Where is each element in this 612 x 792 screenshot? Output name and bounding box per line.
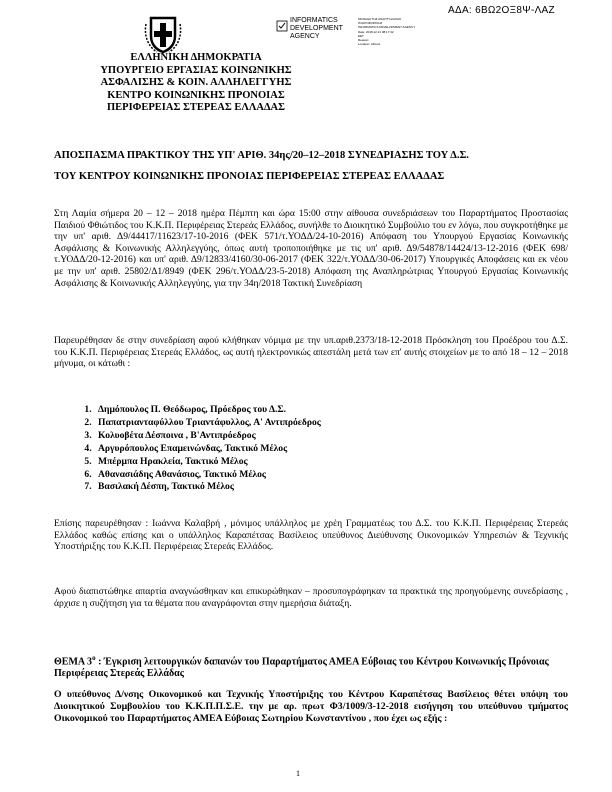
ada-code: ΑΔΑ: 6ΒΩ2ΟΞ8Ψ-ΛΑΖ xyxy=(448,5,555,16)
agenda-theme xyxy=(54,652,568,680)
agency-line: ΠΕΡΙΦΕΡΕΙΑΣ ΣΤΕΡΕΑΣ ΕΛΛΑΔΑΣ xyxy=(107,102,285,113)
member-item: 3. Κολυοβέτα Δέσποινα , Β'Αντιπρόεδρος xyxy=(94,430,321,443)
signature-details xyxy=(358,17,428,46)
member-item: 6. Αθανασιάδης Αθανάσιος, Τακτικό Μέλος xyxy=(94,469,321,482)
signature-line: INFORMATICS xyxy=(290,17,338,24)
signature-detail-line: EET xyxy=(358,33,364,38)
also-present-paragraph: Επίσης παρευρέθησαν : Ιωάννα Καλαβρή , μόνιμος υπάλληλος με χρέη Γραμματέως του Δ.Σ. του Κ.Κ.Π. Περιφέρειας Στερεάς Ελλάδος καθώς επίσης και ο υπάλληλος Καραπέτσας Βασίλειος υπεύθυνος Διεύθυνσης Οικονομικών Υπηρεσιών & Τεχνικής Υποστήριξης του Κ.Κ.Π. Περιφέρειας Στερεάς Ελλάδος. xyxy=(54,518,568,553)
signature-detail-line: Location: Athens xyxy=(358,42,381,47)
theme-text: : Έγκριση λειτουργικών δαπανών του Παραρτήματος ΑΜΕΑ Εύβοιας του Κέντρου Κοινωνικής Πρόνοιας Περιφέρειας Στερεάς Ελλάδας xyxy=(54,656,549,680)
signature-line: AGENCY xyxy=(290,33,320,40)
agency-header xyxy=(86,52,306,115)
signature-detail-line: Reason: xyxy=(358,38,370,43)
attendance-paragraph: Παρευρέθησαν δε στην συνεδρίαση αφού κλήθηκαν νόμιμα με την υπ.αριθ.2373/18-12-2018 Πρόσκληση του Προέδρου του Δ.Σ. του Κ.Κ.Π. Περιφέρειας Στερεάς Ελλάδος, ως αυτή ηλεκτρονικώς απεστάλη μετά των επ' αυτής στοιχείων με το από 18 – 12 – 2018 μήνυμα, οι κάτωθι : xyxy=(54,335,568,370)
theme-number-superscript: ο xyxy=(92,654,96,662)
document-title-line-1: ΑΠΟΣΠΑΣΜΑ ΠΡΑΚΤΙΚΟΥ ΤΗΣ ΥΠ' ΑΡΙΘ. 34ης/20–12–2018 ΣΥΝΕΔΡΙΑΣΗΣ ΤΟΥ Δ.Σ. xyxy=(54,150,469,161)
signature-line: DEVELOPMENT xyxy=(290,25,343,32)
signature-seal-icon xyxy=(276,20,288,32)
signature-detail-line: ΜΟΝΑΔΑ ΤΗΣ ΑΝΑΠΤΥΞΙΑΚΗΣ xyxy=(358,17,402,21)
members-list xyxy=(80,404,321,494)
agency-line: ΑΣΦΑΛΙΣΗΣ & ΚΟΙΝ. ΑΛΛΗΛΕΓΓΥΗΣ xyxy=(100,77,292,88)
member-item: 7. Βασιλακή Δέσπη, Τακτικό Μέλος xyxy=(94,481,321,494)
page-number: 1 xyxy=(296,769,300,778)
quorum-paragraph: Αφού διαπιστώθηκε απαρτία αναγνώσθηκαν και επικυρώθηκαν – προσυπογράφηκαν τα πρακτικά της προηγούμενης συνεδρίασης , άρχισε η συζήτηση για τα θέματα που αναγράφονται στην ημερήσια διάταξη. xyxy=(54,586,568,609)
member-item: 1. Δημόπουλος Π. Θεόδωρος, Πρόεδρος του Δ.Σ. xyxy=(94,404,321,417)
greek-emblem-icon xyxy=(143,14,183,54)
signature-detail-line: INFORMATICS DEVELOPMENT AGENCY xyxy=(358,25,416,30)
agency-line: ΚΕΝΤΡΟ ΚΟΙΝΩΝΙΚΗΣ ΠΡΟΝΟΙΑΣ xyxy=(107,89,285,101)
member-item: 4. Αργυρόπουλος Επαμεινώνδας, Τακτικό Μέλος xyxy=(94,443,321,456)
member-item: 2. Παπατριανταφύλλου Τριαντάφυλλος, Α' Αντιπρόεδρος xyxy=(94,417,321,430)
agency-line: ΥΠΟΥΡΓΕΙΟ ΕΡΓΑΣΙΑΣ ΚΟΙΝΩΝΙΚΗΣ xyxy=(100,64,292,76)
theme-label: ΘΕΜΑ 3 xyxy=(54,656,93,668)
opening-paragraph: Στη Λαμία σήμερα 20 – 12 – 2018 ημέρα Πέμπτη και ώρα 15:00 στην αίθουσα συνεδριάσεων του Παραρτήματος Προστασίας Παιδιού Φθιώτιδος του Κ.Κ.Π. Περιφέρειας Στερεάς Ελλάδος, συνήλθε το Διοικητικό Συμβούλιο του εν λόγω, που συγκροτήθηκε με την υπ' αριθ. Δ9/44417/11623/17-10-2016 (ΦΕΚ 571/τ.ΥΟΔΔ/24-10-2016) Απόφαση του Υπουργού Εργασίας Κοινωνικής Ασφάλισης & Κοινωνικής Αλληλεγγύης, όπως αυτή τροποποιήθηκε με τις υπ' αριθ. Δ9/54878/14424/13-12-2016 (ΦΕΚ 698/τ.ΥΟΔΔ/20-12-2016) και υπ' αριθ. Δ9/12833/4160/30-06-2017 (ΦΕΚ 322/τ.ΥΟΔΔ/30-06-2017) Υπουργικές Αποφάσεις και εκ νέου με την υπ' αριθ. 25802/Δ1/8949 (ΦΕΚ 296/τ.ΥΟΔΔ/23-5-2018) Απόφαση της Αναπληρώτριας Υπουργού Εργασίας Κοινωνικής Ασφάλισης & Κοινωνικής Αλληλεγγύης, για την 34η/2018 Τακτική Συνεδρίαση xyxy=(54,208,568,289)
signature-detail-line: Date: 2018.12.21 08:17:32 xyxy=(358,29,394,34)
proposal-paragraph: Ο υπεύθυνος Δ/νσης Οικονομικού και Τεχνικής Υποστήριξης του Κέντρου Καραπέτσας Βασίλειος θέτει υπόψη του Διοικητικού Συμβουλίου του Κ.Κ.Π.Π.Σ.Ε. την με αρ. πρωτ Φ3/1009/3-12-2018 εισήγηση του υπεύθυνου τμήματος Οικονομικού του Παραρτήματος ΑΜΕΑ Εύβοιας Σωτηρίου Κωνσταντίνου , που έχει ως εξής : xyxy=(54,689,568,725)
signature-agency-block xyxy=(290,17,360,41)
member-item: 5. Μπέρμπα Ηρακλεία, Τακτικό Μέλος xyxy=(94,456,321,469)
signature-detail-line: ΠΛΗΡΟΦΟΡΙΚΗΣ xyxy=(358,21,383,26)
agency-line: ΕΛΛΗΝΙΚΗ ΔΗΜΟΚΡΑΤΙΑ xyxy=(130,52,262,63)
document-title-line-2: ΤΟΥ ΚΕΝΤΡΟΥ ΚΟΙΝΩΝΙΚΗΣ ΠΡΟΝΟΙΑΣ ΠΕΡΙΦΕΡΕΙΑΣ ΣΤΕΡΕΑΣ ΕΛΛΑΔΑΣ xyxy=(54,171,445,182)
